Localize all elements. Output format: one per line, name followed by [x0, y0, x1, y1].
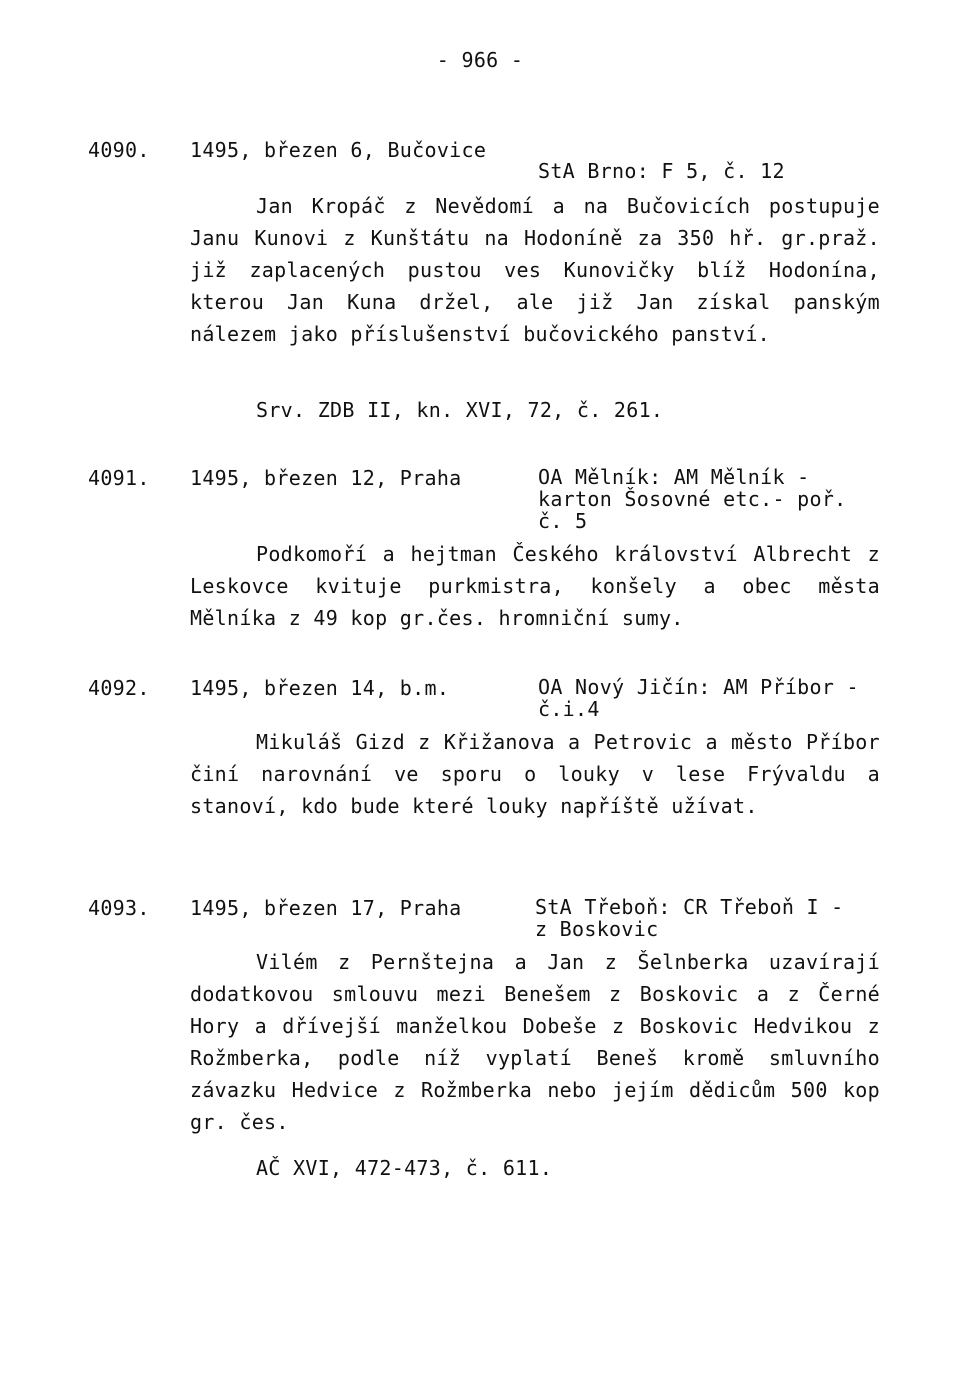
entry-reference: Srv. ZDB II, kn. XVI, 72, č. 261.: [256, 398, 664, 422]
entry-date: 1495, březen 17, Praha: [190, 896, 462, 920]
entry-body: Jan Kropáč z Nevědomí a na Bučovicích postupuje Janu Kunovi z Kunštátu na Hodoníně za 350 hř. gr.praž. již zaplacených pustou ves Kunovičky blíž Hodonína, kterou Jan Kuna držel, ale již Jan získal panským nálezem jako příslušenství bučovického panství.: [190, 194, 880, 346]
source-line: OA Mělník: AM Mělník -: [538, 465, 810, 489]
entry-body: Podkomoří a hejtman Českého království Albrecht z Leskovce kvituje purkmistra, konšely a obec města Mělníka z 49 kop gr.čes. hromniční sumy.: [190, 542, 880, 630]
source-line: č. 5: [538, 509, 588, 533]
entry-number: 4090.: [88, 138, 150, 162]
entry-source: [538, 160, 785, 182]
entry-date: 1495, březen 14, b.m.: [190, 676, 450, 700]
entry-number: 4091.: [88, 466, 150, 490]
entry-number: 4092.: [88, 676, 150, 700]
entry-body: Vilém z Pernštejna a Jan z Šelnberka uzavírají dodatkovou smlouvu mezi Benešem z Boskovic a z Černé Hory a dřívejší manželkou Dobeše z Boskovic Hedvikou z Rožmberka, podle níž vyplatí Beneš kromě smluvního závazku Hedvice z Rožmberka nebo jejím dědicům 500 kop gr. čes.: [190, 950, 880, 1134]
source-line: č.i.4: [538, 697, 600, 721]
entry-source: [538, 466, 847, 532]
source-line: StA Brno: F 5, č. 12: [538, 159, 785, 183]
entry-body: Mikuláš Gizd z Křižanova a Petrovic a město Příbor činí narovnání ve sporu o louky v lese Frývaldu a stanoví, kdo bude které louky napříště užívat.: [190, 730, 880, 818]
source-line: StA Třeboň: CR Třeboň I -: [535, 895, 844, 919]
entry-reference: AČ XVI, 472-473, č. 611.: [256, 1156, 553, 1180]
page-number: - 966 -: [436, 48, 524, 72]
entry-source: [538, 676, 859, 720]
entry-date: 1495, březen 12, Praha: [190, 466, 462, 490]
source-line: OA Nový Jičín: AM Příbor -: [538, 675, 859, 699]
source-line: karton Šosovné etc.- poř.: [538, 487, 847, 511]
source-line: z Boskovic: [535, 917, 659, 941]
entry-date: 1495, březen 6, Bučovice: [190, 138, 487, 162]
entry-number: 4093.: [88, 896, 150, 920]
entry-source: [535, 896, 844, 940]
